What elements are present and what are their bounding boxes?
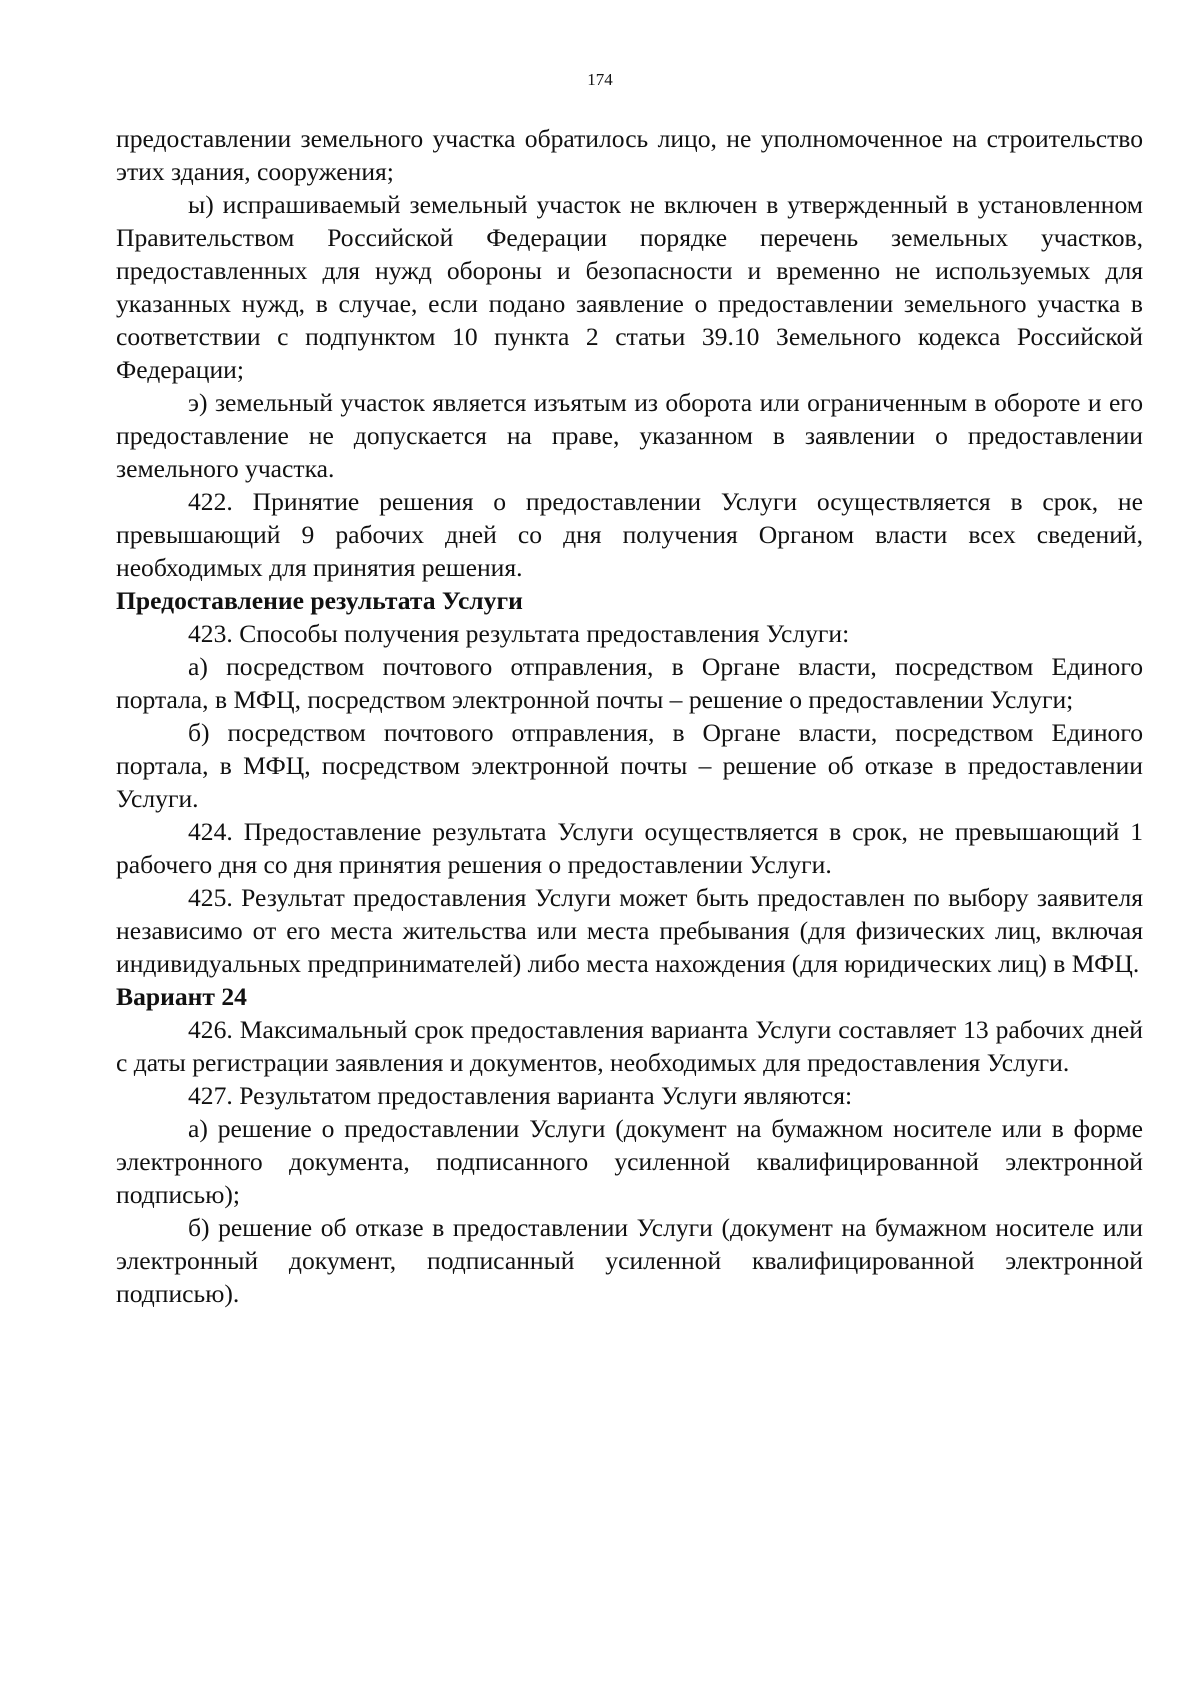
document-body (116, 122, 1143, 1310)
section-heading-result: Предоставление результата Услуги (116, 586, 523, 615)
paragraph-427-b: б) решение об отказе в предоставлении Услуги (документ на бумажном носителе или электронный документ, подписанный усиленной квалифицированной электронной подписью). (116, 1213, 1143, 1308)
paragraph-423-a: а) посредством почтового отправления, в Органе власти, посредством Единого портала, в МФЦ, посредством электронной почты – решение о предоставлении Услуги; (116, 652, 1143, 714)
paragraph-427: 427. Результатом предоставления варианта Услуги являются: (188, 1081, 853, 1110)
section-heading-variant: Вариант 24 (116, 982, 247, 1011)
paragraph-item-e: э) земельный участок является изъятым из оборота или ограниченным в обороте и его предоставление не допускается на праве, указанном в заявлении о предоставлении земельного участка. (116, 388, 1143, 483)
page-number: 174 (587, 70, 613, 89)
paragraph-422: 422. Принятие решения о предоставлении Услуги осуществляется в срок, не превышающий 9 рабочих дней со дня получения Органом власти всех сведений, необходимых для принятия решения. (116, 487, 1143, 582)
paragraph-426: 426. Максимальный срок предоставления варианта Услуги составляет 13 рабочих дней с даты регистрации заявления и документов, необходимых для предоставления Услуги. (116, 1015, 1143, 1077)
paragraph-424: 424. Предоставление результата Услуги осуществляется в срок, не превышающий 1 рабочего дня со дня принятия решения о предоставлении Услуги. (116, 817, 1143, 879)
paragraph-427-a: а) решение о предоставлении Услуги (документ на бумажном носителе или в форме электронного документа, подписанного усиленной квалифицированной электронной подписью); (116, 1114, 1143, 1209)
paragraph-423: 423. Способы получения результата предоставления Услуги: (188, 619, 850, 648)
paragraph-425: 425. Результат предоставления Услуги может быть предоставлен по выбору заявителя независимо от его места жительства или места пребывания (для физических лиц, включая индивидуальных предпринимателей) либо места нахождения (для юридических лиц) в МФЦ. (116, 883, 1143, 978)
paragraph-continuation: предоставлении земельного участка обратилось лицо, не уполномоченное на строительство этих здания, сооружения; (116, 124, 1143, 186)
paragraph-item-y: ы) испрашиваемый земельный участок не включен в утвержденный в установленном Правительством Российской Федерации порядке перечень земельных участков, предоставленных для нужд обороны и безопасности и временно не используемых для указанных нужд, в случае, если подано заявление о предоставлении земельного участка в соответствии с подпунктом 10 пункта 2 статьи 39.10 Земельного кодекса Российской Федерации; (116, 190, 1143, 384)
paragraph-423-b: б) посредством почтового отправления, в Органе власти, посредством Единого портала, в МФЦ, посредством электронной почты – решение об отказе в предоставлении Услуги. (116, 718, 1143, 813)
